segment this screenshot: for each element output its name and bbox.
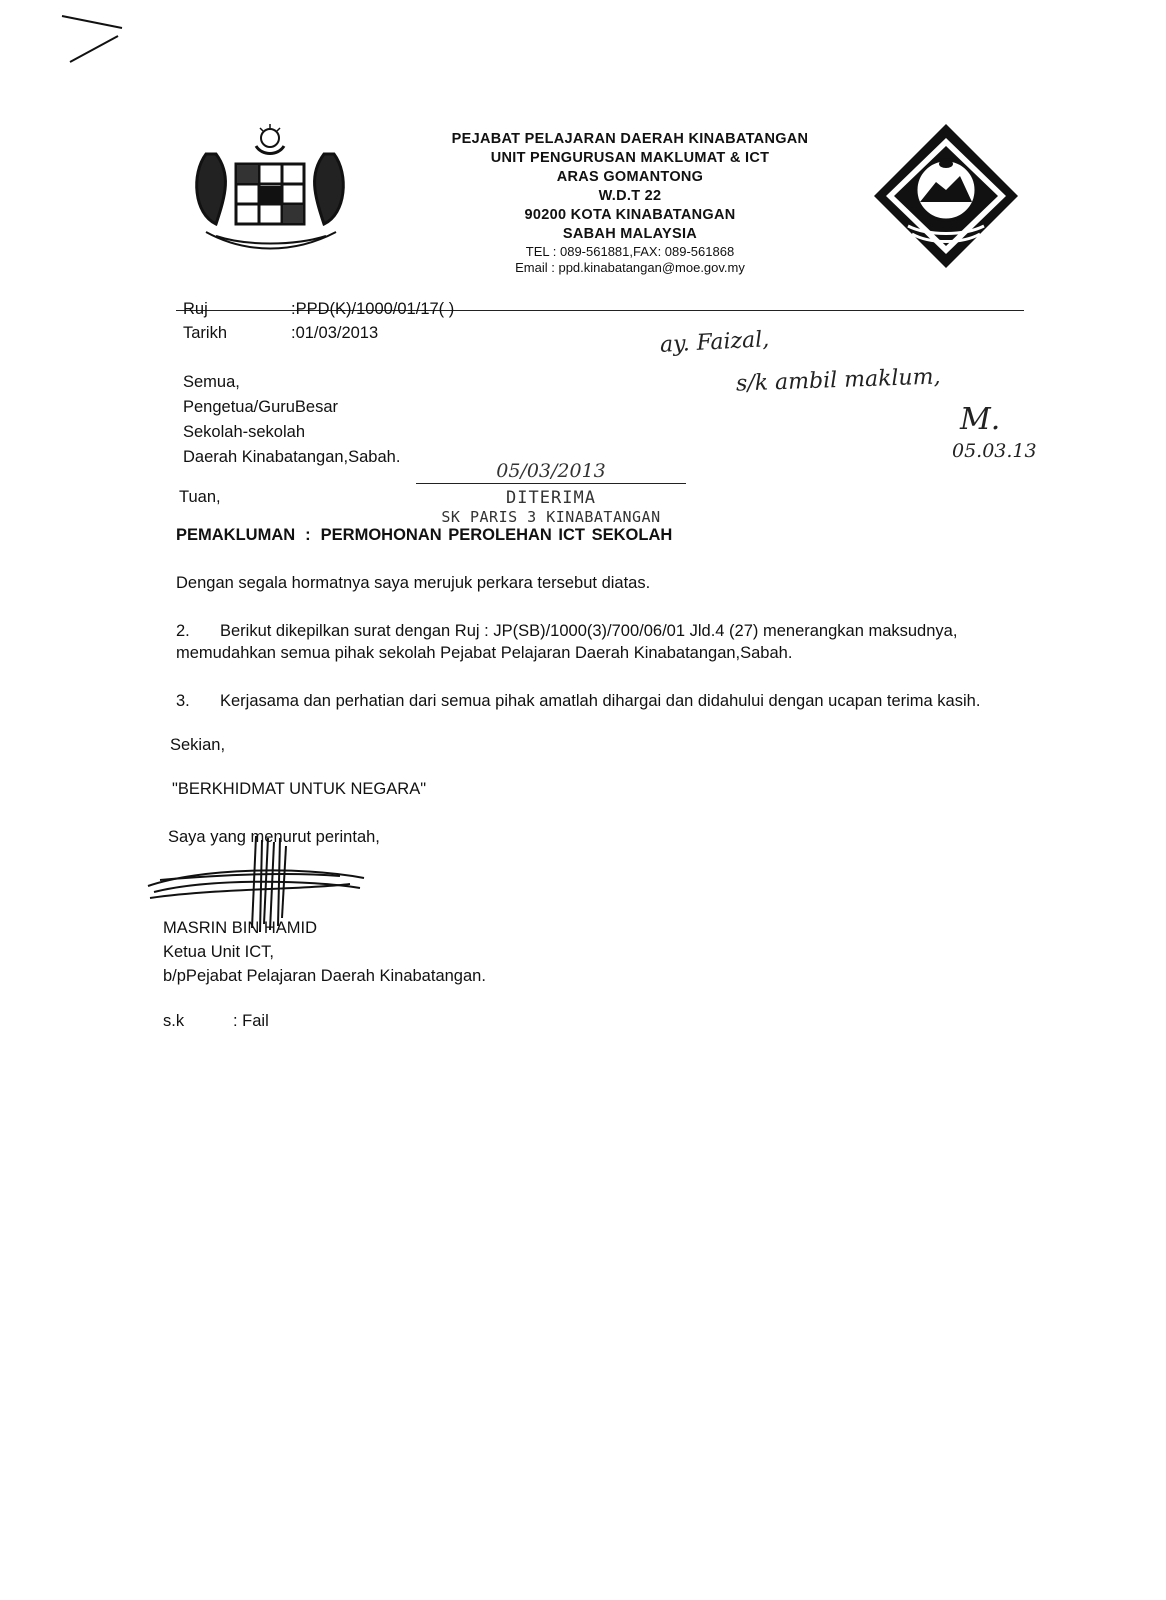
tarikh-value: :01/03/2013 bbox=[291, 324, 379, 342]
subject-label: PEMAKLUMAN bbox=[176, 526, 296, 544]
letterhead-line: PEJABAT PELAJARAN DAERAH KINABATANGAN bbox=[451, 131, 809, 147]
paragraph-text: Kerjasama dan perhatian dari semua pihak amatlah dihargai dan didahului dengan ucapan terima kasih. bbox=[220, 692, 981, 710]
letterhead-line: SABAH MALAYSIA bbox=[562, 226, 698, 242]
paragraph-1: Dengan segala hormatnya saya merujuk perkara tersebut diatas. bbox=[176, 574, 651, 592]
letterhead-line: W.D.T 22 bbox=[598, 188, 662, 204]
tarikh-label: Tarikh bbox=[183, 324, 228, 342]
paragraph-text: Berikut dikepilkan surat dengan Ruj : JP(SB)/1000(3)/700/06/01 Jld.4 (27) menerangkan maksudnya, memudahkan semua pihak sekolah Pejabat Pelajaran Daerah Kinabatangan,Sabah. bbox=[176, 622, 958, 662]
handwritten-note-line1: ay. Faizal, bbox=[659, 327, 770, 358]
signatory-block bbox=[163, 916, 486, 988]
closing-sekian: Sekian, bbox=[170, 736, 226, 754]
signatory-name: MASRIN BIN HAMID bbox=[163, 919, 318, 937]
letterhead-line: 90200 KOTA KINABATANGAN bbox=[524, 207, 736, 223]
paragraph-3 bbox=[176, 690, 980, 712]
stamp-rule bbox=[416, 483, 686, 484]
letterhead-line: UNIT PENGURUSAN MAKLUMAT & ICT bbox=[490, 150, 770, 166]
cc-label: s.k bbox=[163, 1012, 185, 1030]
signatory-title: Ketua Unit ICT, bbox=[163, 943, 274, 961]
coat-of-arms-emblem bbox=[186, 124, 354, 256]
reference-block bbox=[183, 297, 454, 345]
cc-value: : Fail bbox=[233, 1012, 269, 1030]
paragraph-2 bbox=[176, 620, 986, 664]
ruj-value: :PPD(K)/1000/01/17( ) bbox=[291, 300, 455, 318]
received-stamp bbox=[416, 460, 686, 526]
paragraph-number: 2. bbox=[176, 622, 190, 640]
subject-text: PERMOHONAN PEROLEHAN ICT SEKOLAH bbox=[320, 526, 673, 544]
recipient-line: Daerah Kinabatangan,Sabah. bbox=[183, 448, 401, 466]
salutation: Tuan, bbox=[179, 488, 221, 506]
stamp-received-label: DITERIMA bbox=[506, 488, 596, 508]
paragraph-number: 3. bbox=[176, 692, 190, 710]
recipient-line: Semua, bbox=[183, 373, 240, 391]
stamp-date: 05/03/2013 bbox=[496, 460, 606, 482]
recipient-block bbox=[183, 370, 400, 470]
carbon-copy bbox=[163, 1012, 269, 1031]
stamp-school-name: SK PARIS 3 KINABATANGAN bbox=[441, 508, 661, 526]
letterhead-email: Email : ppd.kinabatangan@moe.gov.my bbox=[515, 260, 745, 275]
handwritten-date: 05.03.13 bbox=[952, 440, 1037, 462]
district-office-logo bbox=[868, 120, 1024, 276]
recipient-line: Sekolah-sekolah bbox=[183, 423, 305, 441]
handwritten-note-line2: s/k ambil maklum, bbox=[735, 364, 941, 397]
subject-separator: : bbox=[305, 526, 311, 544]
signatory-office: b/pPejabat Pelajaran Daerah Kinabatangan. bbox=[163, 967, 486, 985]
closing-saya: Saya yang menurut perintah, bbox=[168, 828, 380, 846]
motto: "BERKHIDMAT UNTUK NEGARA" bbox=[172, 780, 427, 798]
ruj-label: Ruj bbox=[183, 300, 208, 318]
letterhead-line: ARAS GOMANTONG bbox=[556, 169, 704, 185]
subject-line bbox=[176, 526, 672, 545]
letterhead-contact: TEL : 089-561881,FAX: 089-561868 bbox=[525, 244, 735, 259]
handwritten-page-mark bbox=[60, 10, 130, 70]
letterhead bbox=[400, 130, 860, 276]
handwritten-initial: M. bbox=[960, 402, 1001, 437]
recipient-line: Pengetua/GuruBesar bbox=[183, 398, 339, 416]
